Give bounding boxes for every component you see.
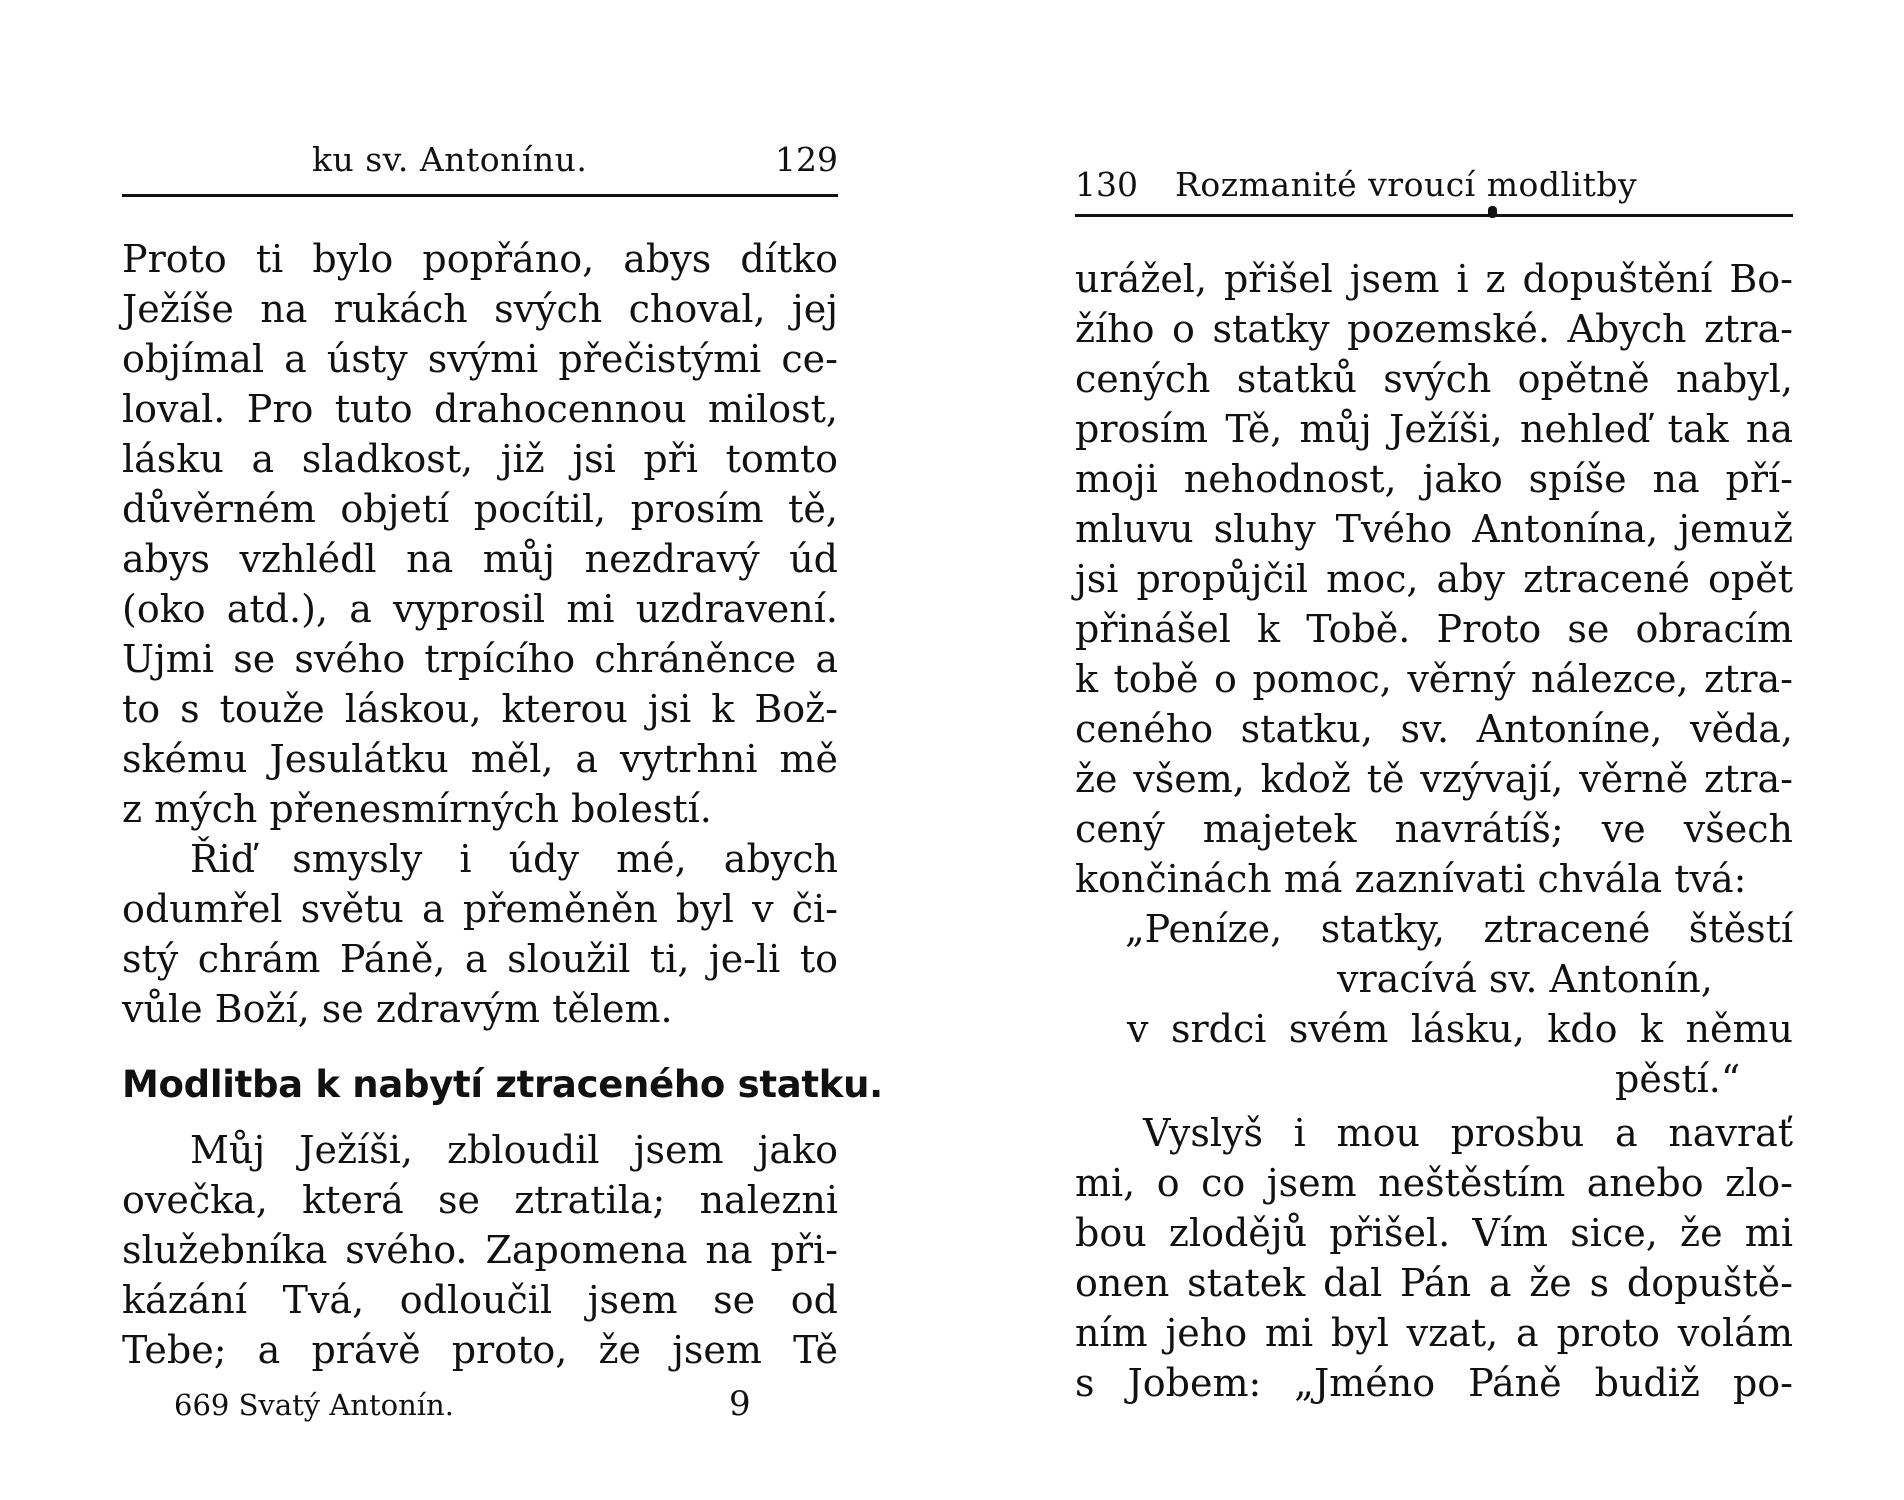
text-line: že všem, kdož tě vzývají, věrně ztra- bbox=[1075, 757, 1793, 801]
text-line: končinách má zaznívati chvála tvá: bbox=[1075, 857, 1747, 901]
text-line: onen statek dal Pán a že s dopuště- bbox=[1075, 1261, 1793, 1305]
text-line: služebníka svého. Zapomena na při- bbox=[122, 1228, 838, 1272]
text-line: ovečka, která se ztratila; nalezni bbox=[122, 1178, 838, 1222]
text-line: Vyslyš i mou prosbu a navrať bbox=[1143, 1111, 1793, 1155]
rule-ornament bbox=[1488, 206, 1497, 218]
text-line: cený majetek navrátíš; ve všech bbox=[1075, 807, 1793, 851]
page-number: 130 bbox=[1075, 165, 1138, 204]
paragraph-block bbox=[1075, 1108, 1793, 1408]
verse-line: „Peníze, statky, ztracené štěstí bbox=[1125, 907, 1793, 951]
text-line: Můj Ježíši, zbloudil jsem jako bbox=[190, 1128, 838, 1172]
text-line: k tobě o pomoc, věrný nálezce, ztra- bbox=[1075, 657, 1793, 701]
text-line: urážel, přišel jsem i z dopuštění Bo- bbox=[1075, 257, 1793, 301]
text-line: kázání Tvá, odloučil jsem se od bbox=[122, 1278, 838, 1322]
text-line: ním jeho mi byl vzat, a proto volám bbox=[1075, 1311, 1793, 1355]
text-line: Řiď smysly i údy mé, abych bbox=[190, 837, 838, 881]
text-line: cených statků svých opětně nabyl, bbox=[1075, 357, 1793, 401]
text-line: stý chrám Páně, a sloužil ti, je-li to bbox=[122, 937, 838, 981]
text-line: Ujmi se svého trpícího chráněnce a bbox=[122, 637, 838, 681]
text-line: Tebe; a právě proto, že jsem Tě bbox=[122, 1328, 838, 1372]
text-line: přinášel k Tobě. Proto se obracím bbox=[1075, 607, 1793, 651]
text-line: loval. Pro tuto drahocennou milost, bbox=[122, 387, 838, 431]
text-line: skému Jesulátku měl, a vytrhni mě bbox=[122, 737, 838, 781]
text-line: Proto ti bylo popřáno, abys dítko bbox=[122, 237, 838, 281]
text-line: prosím Tě, můj Ježíši, nehleď tak na bbox=[1075, 407, 1793, 451]
text-line: to s touže láskou, kterou jsi k Bož- bbox=[122, 687, 838, 731]
text-line: (oko atd.), a vyprosil mi uzdravení. bbox=[122, 587, 838, 631]
text-line: s Jobem: „Jméno Páně budiž po- bbox=[1075, 1361, 1793, 1405]
verse-line: v srdci svém lásku, kdo k němu bbox=[1127, 1007, 1793, 1051]
running-head-left bbox=[122, 140, 838, 190]
paragraph-block bbox=[122, 1125, 838, 1375]
text-line: vůle Boží, se zdravým tělem. bbox=[122, 987, 673, 1031]
paragraph-block bbox=[122, 234, 838, 1034]
verse-quote bbox=[1075, 904, 1793, 1104]
text-line: moji nehodnost, jako spíše na pří- bbox=[1075, 457, 1793, 501]
text-line: mluvu sluhy Tvého Antonína, jemuž bbox=[1075, 507, 1793, 551]
text-line: odumřel světu a přeměněn byl v či- bbox=[122, 887, 838, 931]
text-line: ceného statku, sv. Antoníne, věda, bbox=[1075, 707, 1793, 751]
sheet-number: 9 bbox=[729, 1384, 751, 1424]
page-footer bbox=[174, 1384, 774, 1434]
running-head-right bbox=[1075, 165, 1793, 215]
paragraph-block bbox=[1075, 254, 1793, 904]
text-line: lásku a sladkost, již jsi při tomto bbox=[122, 437, 838, 481]
page-number: 129 bbox=[775, 140, 838, 179]
header-rule bbox=[122, 194, 838, 197]
text-line: abys vzhlédl na můj nezdravý úd bbox=[122, 537, 838, 581]
section-heading: Modlitba k nabytí ztraceného statku. bbox=[122, 1063, 883, 1106]
header-rule bbox=[1075, 214, 1793, 217]
running-title: ku sv. Antonínu. bbox=[312, 140, 588, 179]
running-title: Rozmanité vroucí modlitby bbox=[1175, 165, 1638, 204]
text-line: jsi propůjčil moc, aby ztracené opět bbox=[1075, 557, 1793, 601]
text-line: žího o statky pozemské. Abych ztra- bbox=[1075, 307, 1793, 351]
text-line: bou zlodějů přišel. Vím sice, že mi bbox=[1075, 1211, 1793, 1255]
text-line: mi, o co jsem neštěstím anebo zlo- bbox=[1075, 1161, 1793, 1205]
text-line: důvěrném objetí pocítil, prosím tě, bbox=[122, 487, 838, 531]
verse-line: pěstí.“ bbox=[1615, 1057, 1741, 1101]
footer-signature: 669 Svatý Antonín. bbox=[174, 1388, 454, 1422]
text-line: objímal a ústy svými přečistými ce- bbox=[122, 337, 838, 381]
text-line: Ježíše na rukách svých choval, jej bbox=[122, 287, 838, 331]
text-line: z mých přenesmírných bolestí. bbox=[122, 787, 712, 831]
verse-line: vracívá sv. Antonín, bbox=[1337, 957, 1713, 1001]
